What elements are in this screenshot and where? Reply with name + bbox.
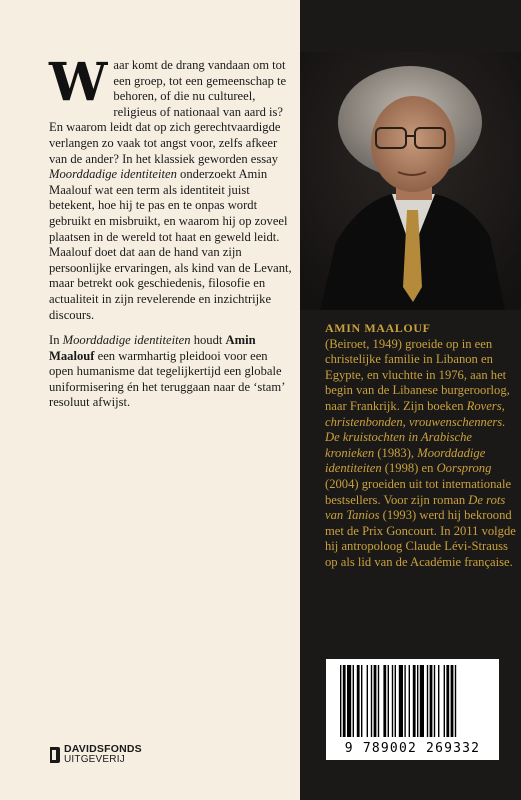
barcode: [326, 659, 499, 760]
bio-book-title-1: Rovers, christenbonden, vrouwenschenners. De kruistochten in Arabische kronieken: [325, 398, 506, 460]
bio-book-title-2: Moorddadige identiteiten: [325, 445, 486, 476]
bio-text-2: (1983),: [374, 445, 418, 460]
blurb-p2-text-mid: houdt: [190, 333, 226, 348]
blurb-paragraph-2: [49, 333, 294, 411]
bio-text-3: (1998) en: [381, 461, 437, 476]
blurb-p2-book-title: Moorddadige identiteiten: [62, 333, 191, 348]
bio-book-title-3: Oorsprong: [436, 461, 492, 476]
blurb-p1-text-continued: onderzoekt Amin Maalouf wat een term als identiteit juist betekent, hoe hij te pas en te onpas wordt gebruikt en misbruikt, en waarom hij op zoveel plaatsen in de wereld tot haat en geweld leidt. Maalouf doet dat aan de hand van zijn persoonlijke ervaringen, als kind van de Levant, maar betrekt ook geschiedenis, filosofie en actualiteit in zijn revelerende en inzichtrijke discours.: [49, 167, 292, 322]
bio-text-1: (Beiroet, 1949) groeide op in een christelijke familie in Libanon en Egypte, en vluchtte in 1976, aan het begin van de Libanese burgeroorlog, naar Frankrijk. Zijn boeken: [325, 336, 510, 413]
author-name: AMIN MAALOUF: [325, 321, 431, 335]
bio-book-title-4: De rots van Tanios: [325, 492, 506, 523]
publisher-mark-icon: [49, 745, 61, 765]
publisher-type: UITGEVERIJ: [64, 754, 125, 765]
author-photo: [300, 52, 521, 310]
bio-text-5: (1993) werd hij bekroond met de Prix Goncourt. In 2011 volgde hij antropoloog Claude Lévi-Strauss op als lid van de Académie française.: [325, 508, 516, 569]
blurb-p2-text-end: een warmhartig pleidooi voor een open humanisme dat tegelijkertijd een globale uniformisering én het teruggaan naar de ‘stam’ resoluut afwijst.: [49, 348, 285, 410]
blurb-text: [49, 52, 294, 411]
blurb-p1-text: aar komt de drang vandaan om tot een groep, tot een gemeenschap te behoren, of die nu cultureel, religieus of nationaal van aard is? En waarom leidt dat op zich gerechtvaardigde verlangen zo vaak tot angst voor, zelfs afkeer van de ander? In het klassiek geworden essay: [49, 58, 287, 166]
blurb-p2-author: Amin Maalouf: [49, 333, 256, 363]
author-bio: [325, 321, 520, 571]
blurb-p1-book-title: Moorddadige identiteiten: [49, 167, 177, 182]
drop-cap: W: [49, 52, 108, 113]
blurb-p2-text: In: [49, 333, 63, 348]
publisher-name: DAVIDSFONDS: [64, 743, 142, 755]
isbn-number: 9 789002 269332: [344, 741, 481, 756]
bio-text-4: (2004) groeiden uit tot internationale bestsellers. Voor zijn roman: [325, 476, 512, 507]
blurb-paragraph-1: [49, 52, 294, 323]
